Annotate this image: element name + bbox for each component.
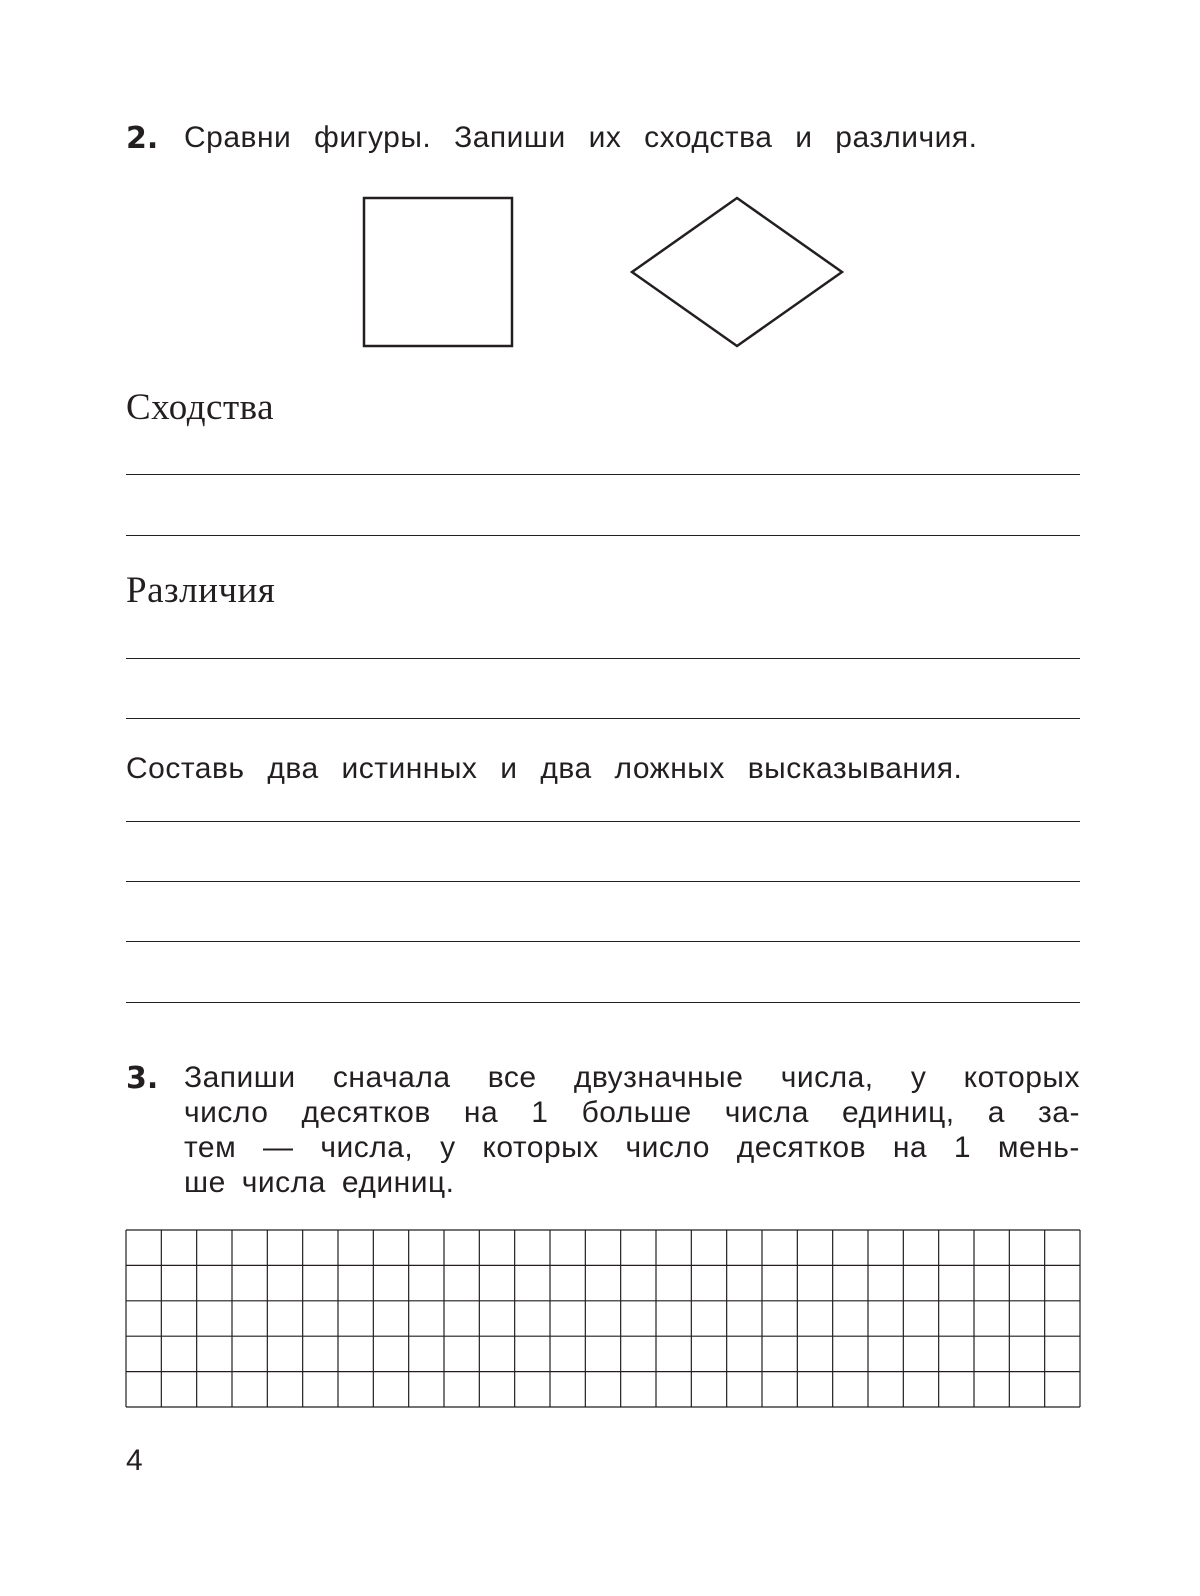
task-3-word: единиц, [841,1096,955,1129]
answer-line[interactable] [126,658,1080,659]
task-3-word: единиц. [341,1166,455,1199]
task-3-word: 1 [953,1131,972,1164]
task-3-word: десятков [736,1131,867,1164]
statements-instruction: Составь два истинных и два ложных высказывания. [126,752,963,785]
task-3-word: больше [581,1096,692,1129]
task-3-word: числа [241,1166,326,1199]
task-2-number: 2. [126,121,159,156]
task-3-word: которых [963,1061,1080,1094]
task-3-word: ше [184,1166,226,1199]
answer-grid[interactable] [125,1229,1081,1409]
differences-label: Различия [126,570,276,611]
answer-line[interactable] [126,941,1080,942]
answer-line[interactable] [126,535,1080,536]
task-3-word: у [910,1061,927,1094]
task-3-word: тем [184,1131,237,1164]
task-3-word: а [987,1096,1005,1129]
task-3-word: числа, [320,1131,414,1164]
task-2-instruction: Сравни фигуры. Запиши их сходства и различия. [184,121,978,154]
similarities-label: Сходства [126,387,275,428]
answer-line[interactable] [126,1002,1080,1003]
task-3-word: у [440,1131,456,1164]
figures [0,0,1200,380]
page-number: 4 [126,1444,143,1477]
task-3-word: которых [482,1131,599,1164]
task-3-word: 1 [531,1096,549,1129]
task-3-line [184,1096,1080,1130]
task-3-number: 3. [126,1061,159,1096]
task-3-line [184,1131,1080,1165]
task-3-word: на [892,1131,928,1164]
task-3-line [184,1061,1080,1095]
task-3-word: число [184,1096,269,1129]
task-3-word: числа, [780,1061,874,1094]
task-3-word: Запиши [184,1061,296,1094]
answer-line[interactable] [126,881,1080,882]
task-3-word: числа [724,1096,809,1129]
task-3-word: число [625,1131,710,1164]
task-3-word: сначала [332,1061,451,1094]
task-3-word: — [263,1131,294,1164]
answer-line[interactable] [126,718,1080,719]
rhombus-icon [632,198,842,346]
task-3-word: все [487,1061,537,1094]
square-icon [364,198,512,346]
task-3-word: десятков [301,1096,431,1129]
task-3-word: на [463,1096,499,1129]
answer-line[interactable] [126,821,1080,822]
task-3-word: за- [1038,1096,1080,1129]
task-3-word: двузначные [573,1061,744,1094]
task-3-line [184,1166,1080,1200]
answer-line[interactable] [126,474,1080,475]
task-3-word: мень- [997,1131,1080,1164]
